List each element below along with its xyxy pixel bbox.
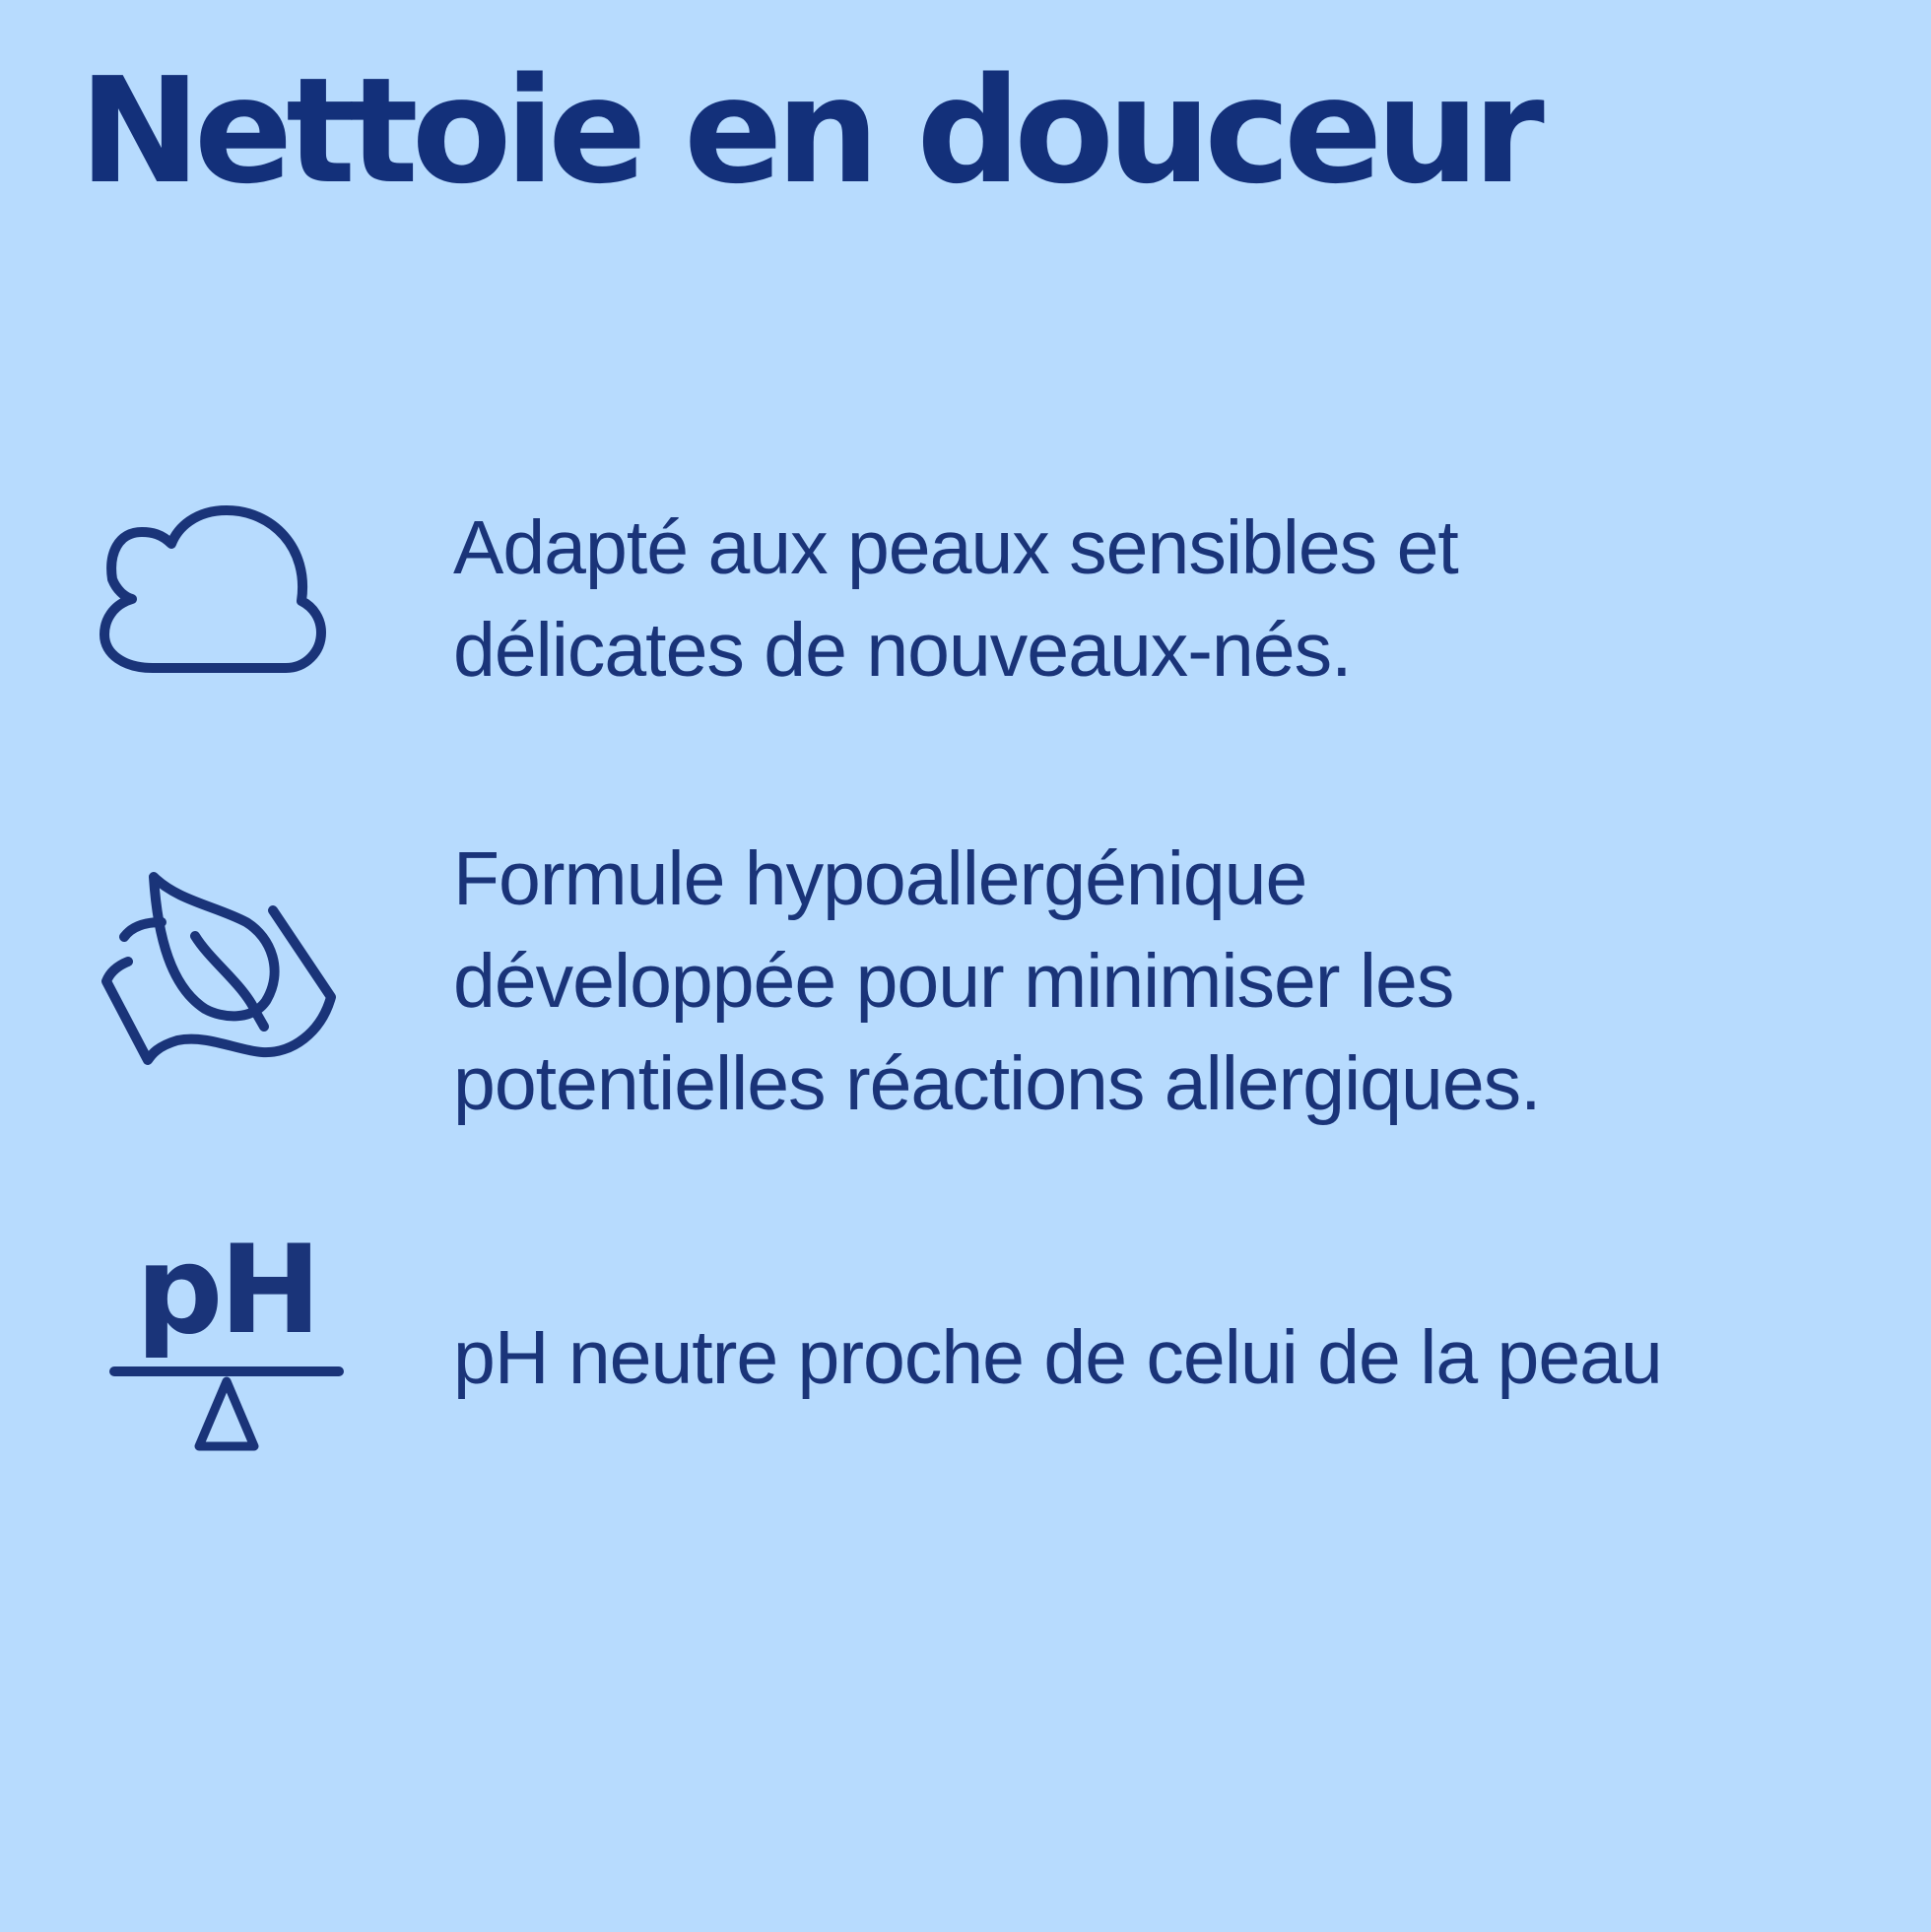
feature-text-line: Formule hypoallergénique <box>453 836 1307 921</box>
cloud-icon <box>99 483 355 739</box>
feature-text-line: développée pour minimiser les <box>453 939 1454 1024</box>
page-title: Nettoie en douceur <box>79 46 1538 216</box>
feature-text-line: pH neutre proche de celui de la peau <box>453 1315 1662 1400</box>
feature-text-sensitive-skin <box>453 497 1458 701</box>
leaf-wipe-icon <box>99 843 355 1099</box>
feature-text-hypoallergenic <box>453 828 1541 1135</box>
ph-label: pH <box>135 1220 318 1362</box>
feature-text-line: délicates de nouveaux-nés. <box>453 608 1352 693</box>
feature-text-ph-neutral <box>453 1306 1662 1409</box>
feature-text-line: potentielles réactions allergiques. <box>453 1041 1541 1126</box>
feature-text-line: Adapté aux peaux sensibles et <box>453 505 1458 590</box>
ph-balance-icon <box>99 1212 355 1468</box>
